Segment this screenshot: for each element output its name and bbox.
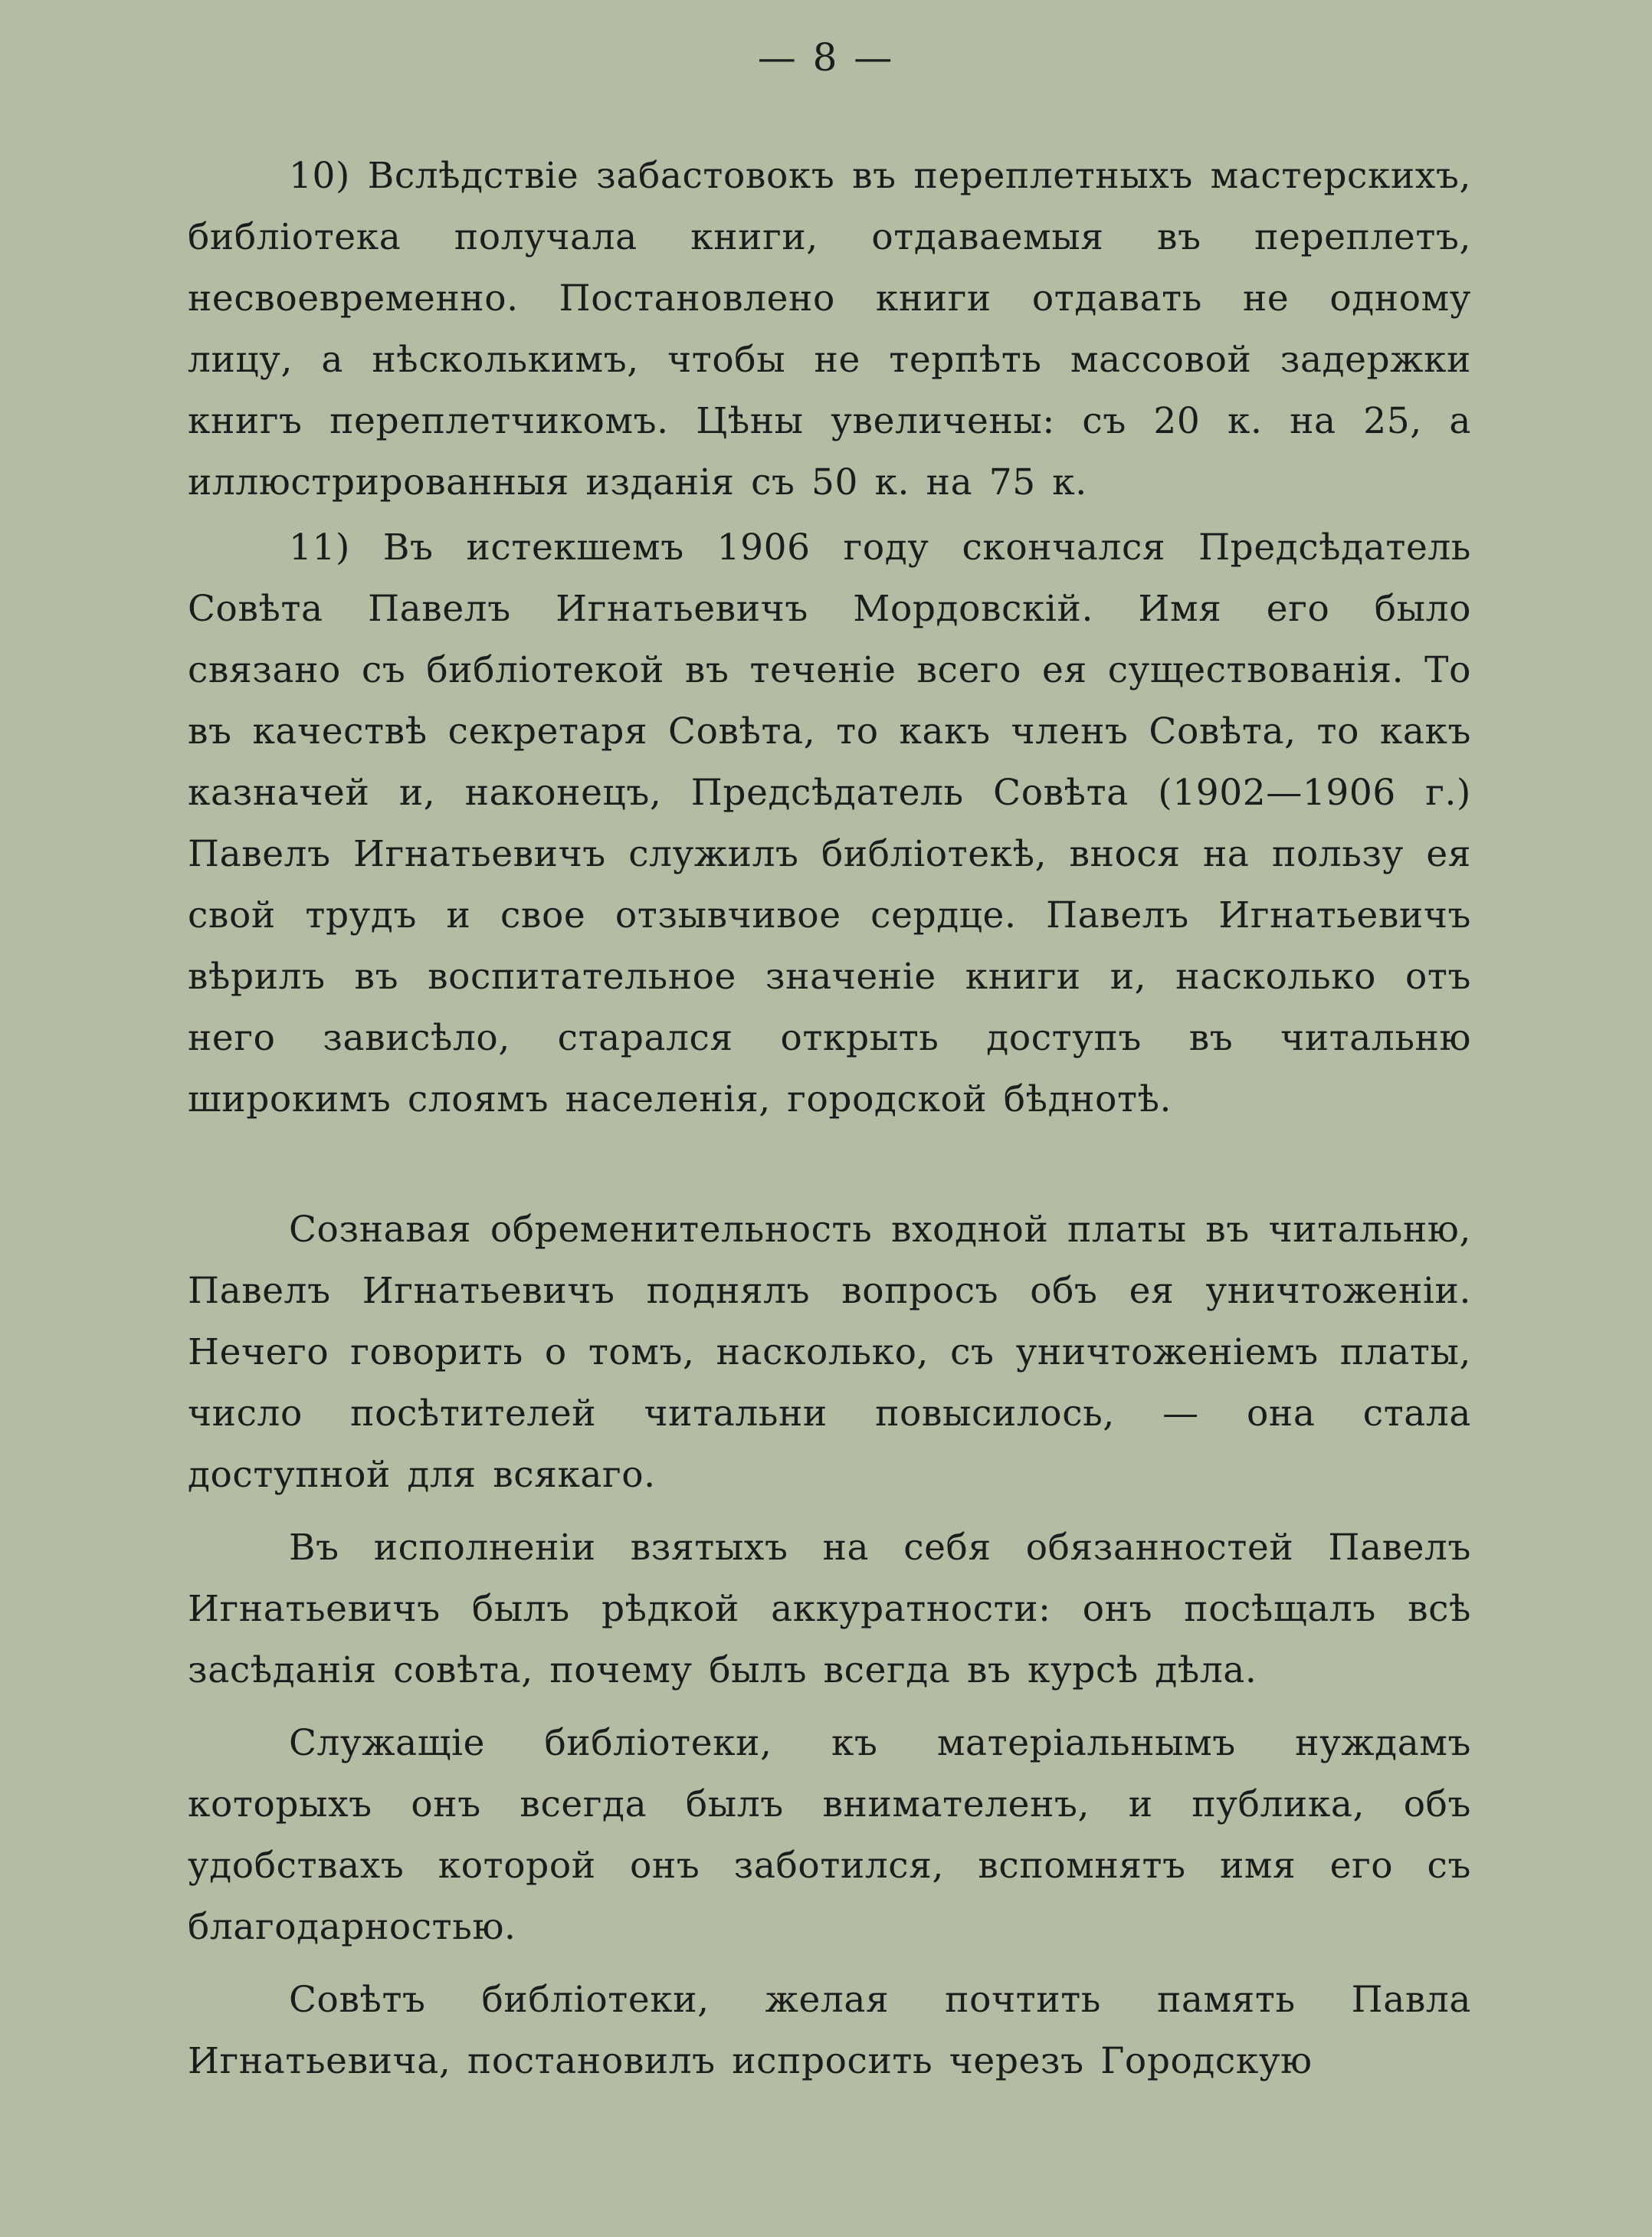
paragraph-staff-gratitude: Служащіе библіотеки, къ матеріальнымъ нуждамъ которыхъ онъ всегда былъ внимателенъ, и публика, объ удобствахъ которой онъ заботился, вспомнятъ имя его съ благодарностью. bbox=[188, 1722, 1471, 1948]
paragraph-10-strikes-bookbinding: 10) Вслѣдствіе забастовокъ въ переплетныхъ мастерскихъ, библіотека получала книги, отдаваемыя въ переплетъ, несвоевременно. Постановлено книги отдавать не одному лицу, а нѣсколькимъ, чтобы не терпѣть массовой задержки книгъ переплетчикомъ. Цѣны увеличены: съ 20 к. на 25, а иллюстрированныя изданія съ 50 к. на 75 к. bbox=[188, 155, 1471, 503]
paragraph-council-memorial: Совѣтъ библіотеки, желая почтить память Павла Игнатьевича, постановилъ испросить черезъ Городскую bbox=[188, 1979, 1471, 2082]
paragraph-reading-room-fee: Сознавая обременительность входной платы въ читальню, Павелъ Игнатьевичъ поднялъ вопросъ объ ея уничтоженіи. Нечего говорить о томъ, насколько, съ уничтоженіемъ платы, число посѣтителей читальни повысилось, — она стала доступной для всякаго. bbox=[188, 1209, 1471, 1496]
paragraph-11-chairman-death: 11) Въ истекшемъ 1906 году скончался Предсѣдатель Совѣта Павелъ Игнатьевичъ Мордовскій. Имя его было связано съ библіотекой въ теченіе всего ея существованія. То въ качествѣ секретаря Совѣта, то какъ членъ Совѣта, то какъ казначей и, наконецъ, Предсѣдатель Совѣта (1902—1906 г.) Павелъ Игнатьевичъ служилъ библіотекѣ, внося на пользу ея свой трудъ и свое отзывчивое сердце. Павелъ Игнатьевичъ вѣрилъ въ воспитательное значеніе книги и, насколько отъ него зависѣло, старался открыть доступъ въ читальню широкимъ слоямъ населенія, городской бѣднотѣ. bbox=[188, 526, 1471, 1120]
page-number: — 8 — bbox=[757, 35, 895, 80]
paragraph-duties: Въ исполненіи взятыхъ на себя обязанностей Павелъ Игнатьевичъ былъ рѣдкой аккуратности: онъ посѣщалъ всѣ засѣданія совѣта, почему былъ всегда въ курсѣ дѣла. bbox=[188, 1527, 1471, 1691]
